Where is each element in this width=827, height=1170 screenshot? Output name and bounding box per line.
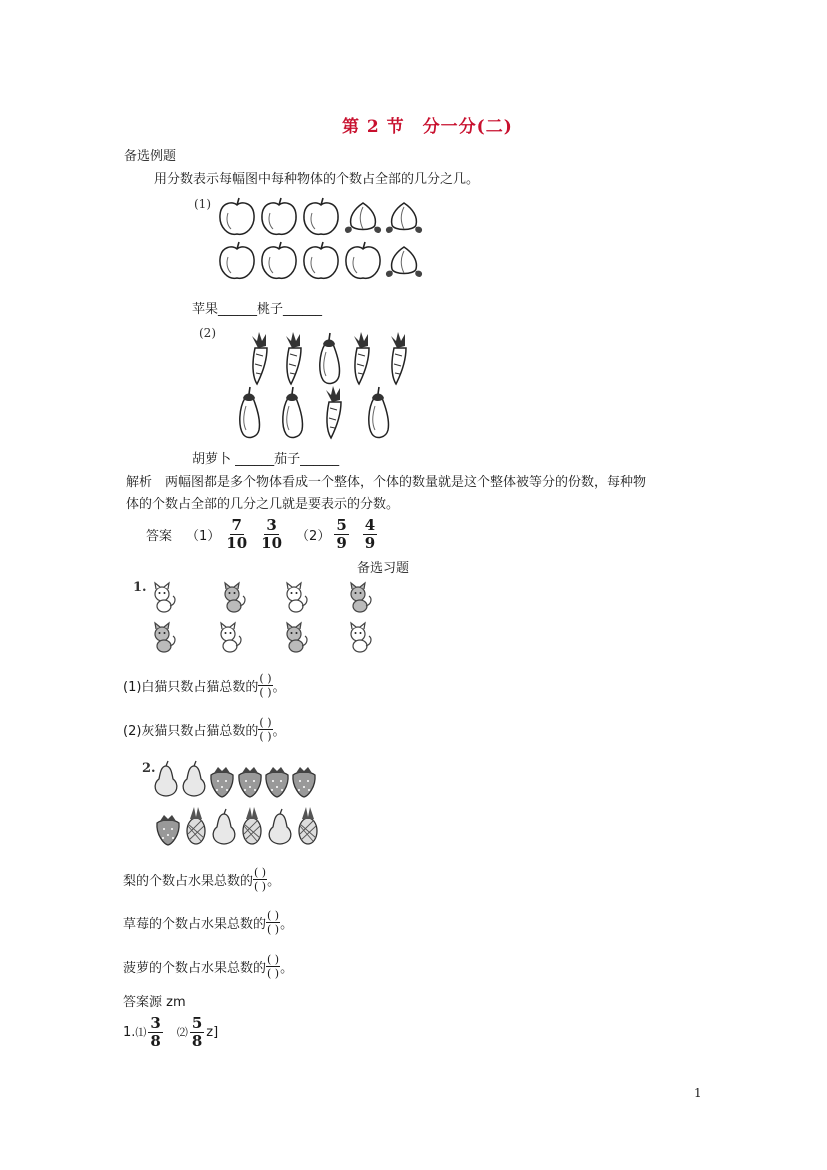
carrot-icon: [354, 332, 369, 384]
answer-fraction: $\frac{5}{9}$: [336, 515, 347, 552]
answer-fraction: $\frac{3}{8}$: [150, 1013, 161, 1050]
eggplant-icon: [240, 387, 260, 437]
apple-icon: [220, 242, 254, 278]
pear-icon: [183, 761, 205, 796]
carrot-icon: [391, 332, 406, 384]
pear-icon: [269, 809, 291, 844]
white-cat-icon: [155, 583, 175, 612]
answer-line: [146, 514, 377, 554]
answer-label: 答案: [146, 528, 173, 544]
answer-part-1-label: （1）: [186, 528, 221, 544]
answer-blank[interactable]: $\frac{( )}{( )}$: [259, 715, 272, 743]
carrot-icon: [286, 332, 301, 384]
apple-icon: [304, 242, 338, 278]
answer-blank[interactable]: $\frac{( )}{( )}$: [267, 952, 280, 980]
carrot-icon: [252, 332, 267, 384]
exercise-1-question-1: (1)白猫只数占猫总数的 $\frac{( )}{( )}$ 。: [123, 671, 286, 699]
gray-cat-icon: [287, 623, 307, 652]
gray-cat-icon: [351, 583, 371, 612]
strawberry-icon: [157, 815, 179, 845]
white-cat-icon: [351, 623, 371, 652]
answer-fraction: $\frac{3}{10}$: [261, 515, 283, 552]
apple-icon: [262, 198, 296, 234]
strawberry-icon: [266, 767, 288, 797]
answer-part-2-label: （2）: [296, 528, 331, 544]
pear-icon: [155, 761, 177, 796]
apple-icon: [304, 198, 338, 234]
strawberry-icon: [293, 767, 315, 797]
example-question: 用分数表示每幅图中每种物体的个数占全部的几分之几。: [154, 172, 480, 187]
fill-line-2[interactable]: 胡萝卜 ______茄子______: [192, 452, 340, 467]
fruits-figure: [130, 757, 330, 853]
pineapple-icon: [243, 807, 261, 844]
peach-icon: [345, 203, 381, 233]
example-heading: 备选例题: [124, 149, 177, 164]
answer-fraction: $\frac{7}{10}$: [226, 515, 248, 552]
fruit-figure-1: [190, 195, 430, 287]
figure-2-label: (2): [199, 326, 216, 340]
answer-blank[interactable]: $\frac{( )}{( )}$: [267, 908, 280, 936]
page-title: 第 2 节 分一分(二): [342, 117, 513, 137]
figure-1-label: (1): [194, 197, 211, 211]
strawberry-icon: [211, 767, 233, 797]
exercise-2-number: 2.: [142, 761, 156, 776]
pear-icon: [213, 809, 235, 844]
apple-icon: [346, 242, 380, 278]
fill-line-1[interactable]: 苹果______桃子______: [192, 302, 323, 317]
answer-source: 答案源 zm: [123, 995, 186, 1010]
exercise-1-number: 1.: [133, 580, 147, 595]
apple-icon: [262, 242, 296, 278]
answer-fraction: $\frac{4}{9}$: [364, 515, 376, 552]
cats-picture: [130, 578, 390, 660]
page-number: 1: [694, 1086, 702, 1100]
apple-icon: [220, 198, 254, 234]
peach-icon: [386, 247, 422, 277]
peach-icon: [386, 203, 422, 233]
eggplant-icon: [369, 387, 389, 437]
apples-peaches-picture: [190, 195, 430, 287]
gray-cat-icon: [225, 583, 245, 612]
pineapple-icon: [187, 807, 205, 844]
cats-figure: [130, 578, 390, 660]
exercise-1-question-2: (2)灰猫只数占猫总数的 $\frac{( )}{( )}$ 。: [123, 715, 286, 743]
analysis-line-2: 体的个数占全部的几分之几就是要表示的分数。: [126, 497, 400, 512]
answer-blank[interactable]: $\frac{( )}{( )}$: [259, 671, 272, 699]
eggplant-icon: [320, 333, 340, 383]
analysis-line-1: 解析 两幅图都是多个物体看成一个整体，个体的数量就是这个整体被等分的份数，每种物: [126, 475, 647, 490]
exercise-2-question-1: 梨的个数占水果总数的 $\frac{( )}{( )}$ 。: [123, 865, 281, 893]
eggplant-icon: [283, 387, 303, 437]
exercise-2-question-2: 草莓的个数占水果总数的 $\frac{( )}{( )}$ 。: [123, 908, 294, 936]
final-answer-line: 1. ⑴ $\frac{3}{8}$ ⑵ $\frac{5}{8}$ z]: [123, 1013, 219, 1050]
vegetable-figure-2: [195, 322, 425, 442]
gray-cat-icon: [155, 623, 175, 652]
pineapple-icon: [299, 807, 317, 844]
answer-fraction: $\frac{5}{8}$: [191, 1013, 203, 1050]
white-cat-icon: [221, 623, 241, 652]
exercise-2-question-3: 菠萝的个数占水果总数的 $\frac{( )}{( )}$ 。: [123, 952, 294, 980]
answer-blank[interactable]: $\frac{( )}{( )}$: [254, 865, 267, 893]
exercise-heading: 备选习题: [357, 561, 410, 576]
carrot-icon: [326, 386, 341, 438]
white-cat-icon: [287, 583, 307, 612]
fruits-picture: [130, 757, 330, 853]
strawberry-icon: [239, 767, 261, 797]
carrots-eggplants-picture: [195, 322, 425, 442]
